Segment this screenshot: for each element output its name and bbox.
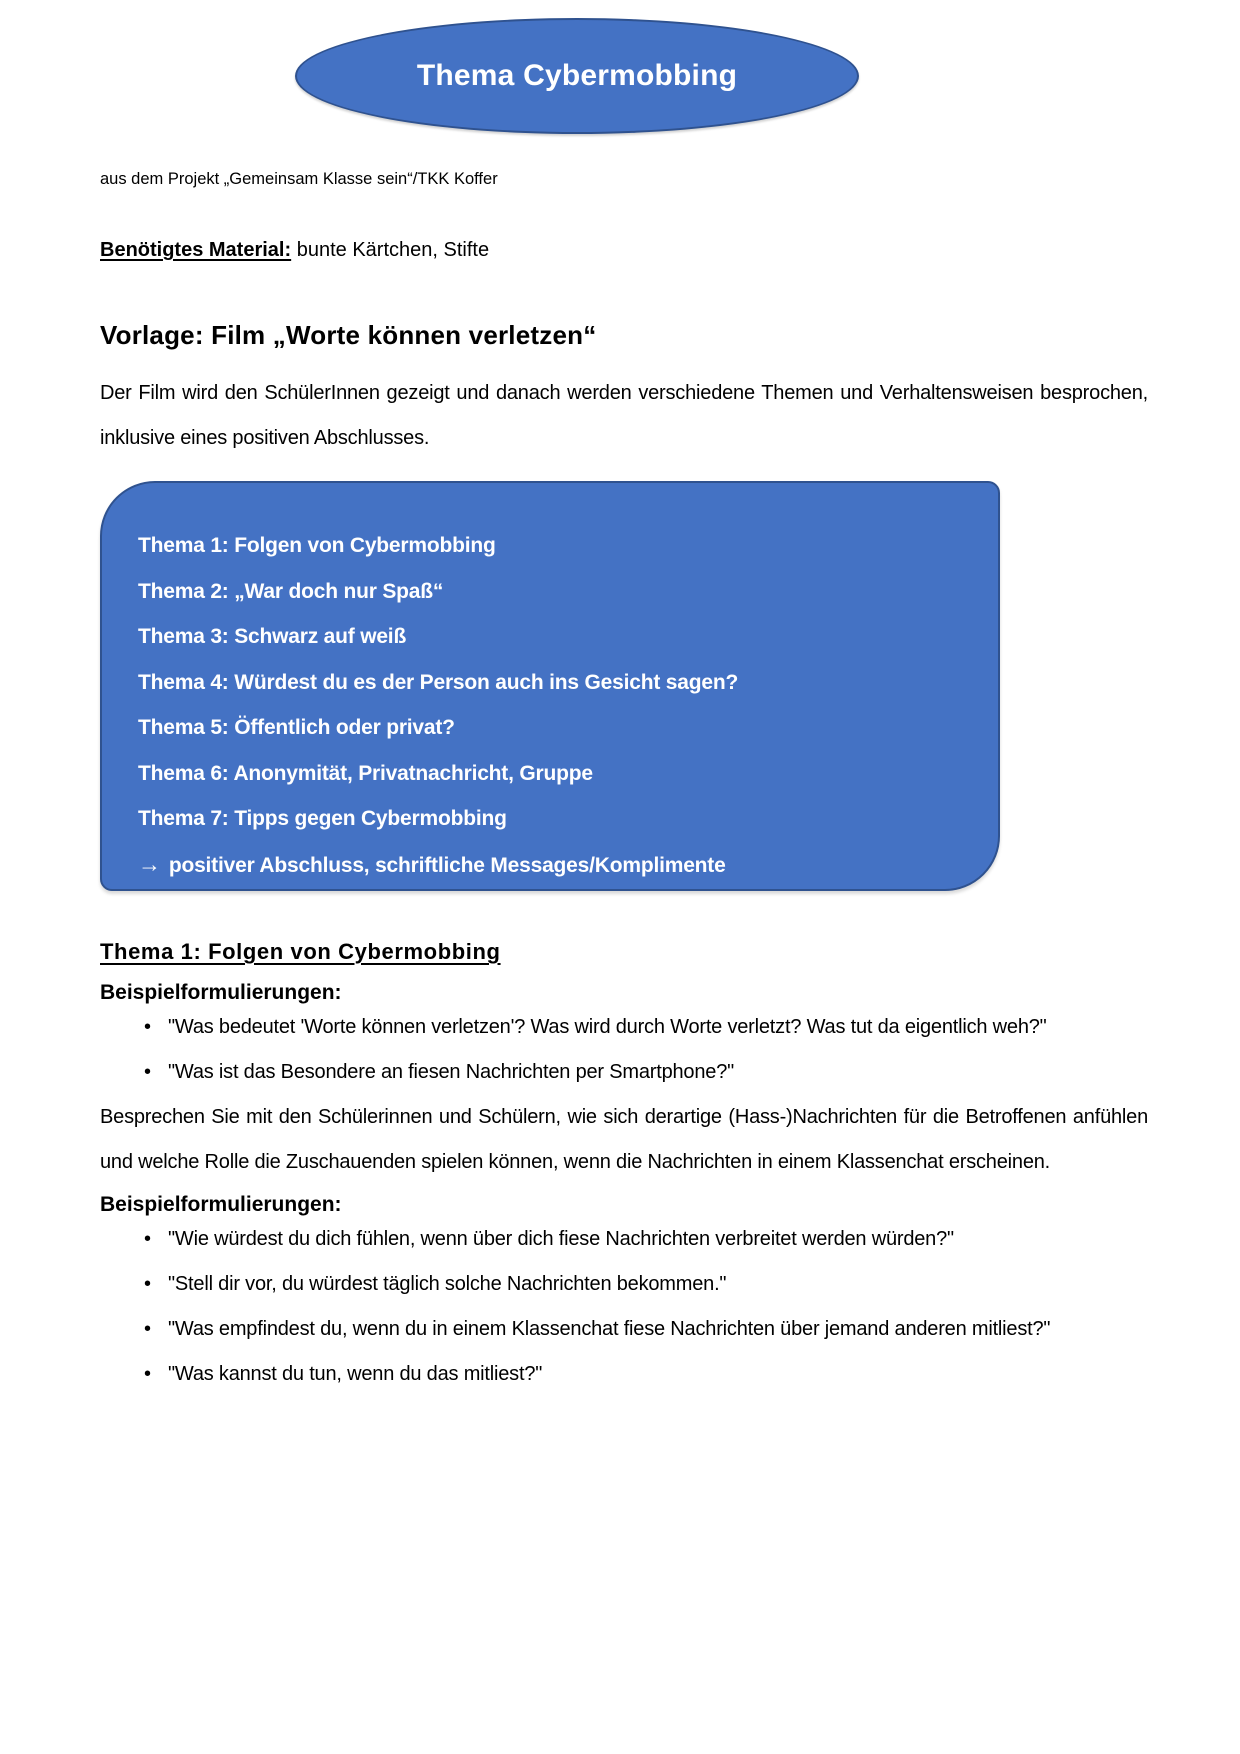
material-label: Benötigtes Material: [100,239,292,261]
theme-item-7: Thema 7: Tipps gegen Cybermobbing [138,807,507,830]
page-title: Thema Cybermobbing [416,59,738,92]
material-line [100,239,1148,262]
material-value: bunte Kärtchen, Stifte [296,239,490,261]
theme-item-6: Thema 6: Anonymität, Privatnachricht, Gruppe [138,761,593,785]
right-arrow-icon: → [138,850,161,877]
theme-item-5: Thema 5: Öffentlich oder privat? [138,716,455,739]
list-item: • "Was bedeutet 'Worte können verletzen'? Was wird durch Worte verletzt? Was tut da eigentlich weh?" [100,1005,1148,1050]
topic1-paragraph: Besprechen Sie mit den Schülerinnen und Schülern, wie sich derartige (Hass-)Nachrichten für die Betroffenen anfühlen und welche Rolle die Zuschauenden spielen können, wenn die Nachrichten in einem Klassenchat erscheinen. [100,1106,1148,1173]
intro-paragraph: Der Film wird den SchülerInnen gezeigt und danach werden verschiedene Themen und Verhaltensweisen besprochen, inklusive eines positiven Abschlusses. [100,382,1148,449]
themes-box-footer-text: positiver Abschluss, schriftliche Messages/Komplimente [168,853,726,877]
theme-item-1: Thema 1: Folgen von Cybermobbing [138,534,496,557]
title-banner-ellipse [295,18,859,134]
section-heading-vorlage: Vorlage: Film „Worte können verletzen“ [100,320,597,350]
theme-item-3: Thema 3: Schwarz auf weiß [138,625,407,648]
list-item: • "Was ist das Besondere an fiesen Nachrichten per Smartphone?" [100,1050,1148,1095]
themes-overview-box [100,481,1000,891]
topic1-heading: Thema 1: Folgen von Cybermobbing [100,939,501,964]
project-source-line: aus dem Projekt „Gemeinsam Klasse sein“/TKK Koffer [100,170,498,188]
theme-item-4: Thema 4: Würdest du es der Person auch ins Gesicht sagen? [138,670,739,694]
examples-bullet-list-2 [100,1217,1148,1397]
theme-item-2: Thema 2: „War doch nur Spaß“ [138,579,444,603]
list-item: • "Stell dir vor, du würdest täglich solche Nachrichten bekommen." [100,1262,1148,1307]
list-item: • "Wie würdest du dich fühlen, wenn über dich fiese Nachrichten verbreitet werden würden?" [100,1217,1148,1262]
examples-bullet-list-1 [100,1005,1148,1095]
list-item: • "Was empfindest du, wenn du in einem Klassenchat fiese Nachrichten über jemand anderen mitliest?" [100,1307,1148,1352]
themes-box-footer [138,842,970,889]
examples-label-1: Beispielformulierungen: [100,981,342,1004]
list-item: • "Was kannst du tun, wenn du das mitliest?" [100,1352,1148,1397]
examples-label-2: Beispielformulierungen: [100,1193,342,1216]
